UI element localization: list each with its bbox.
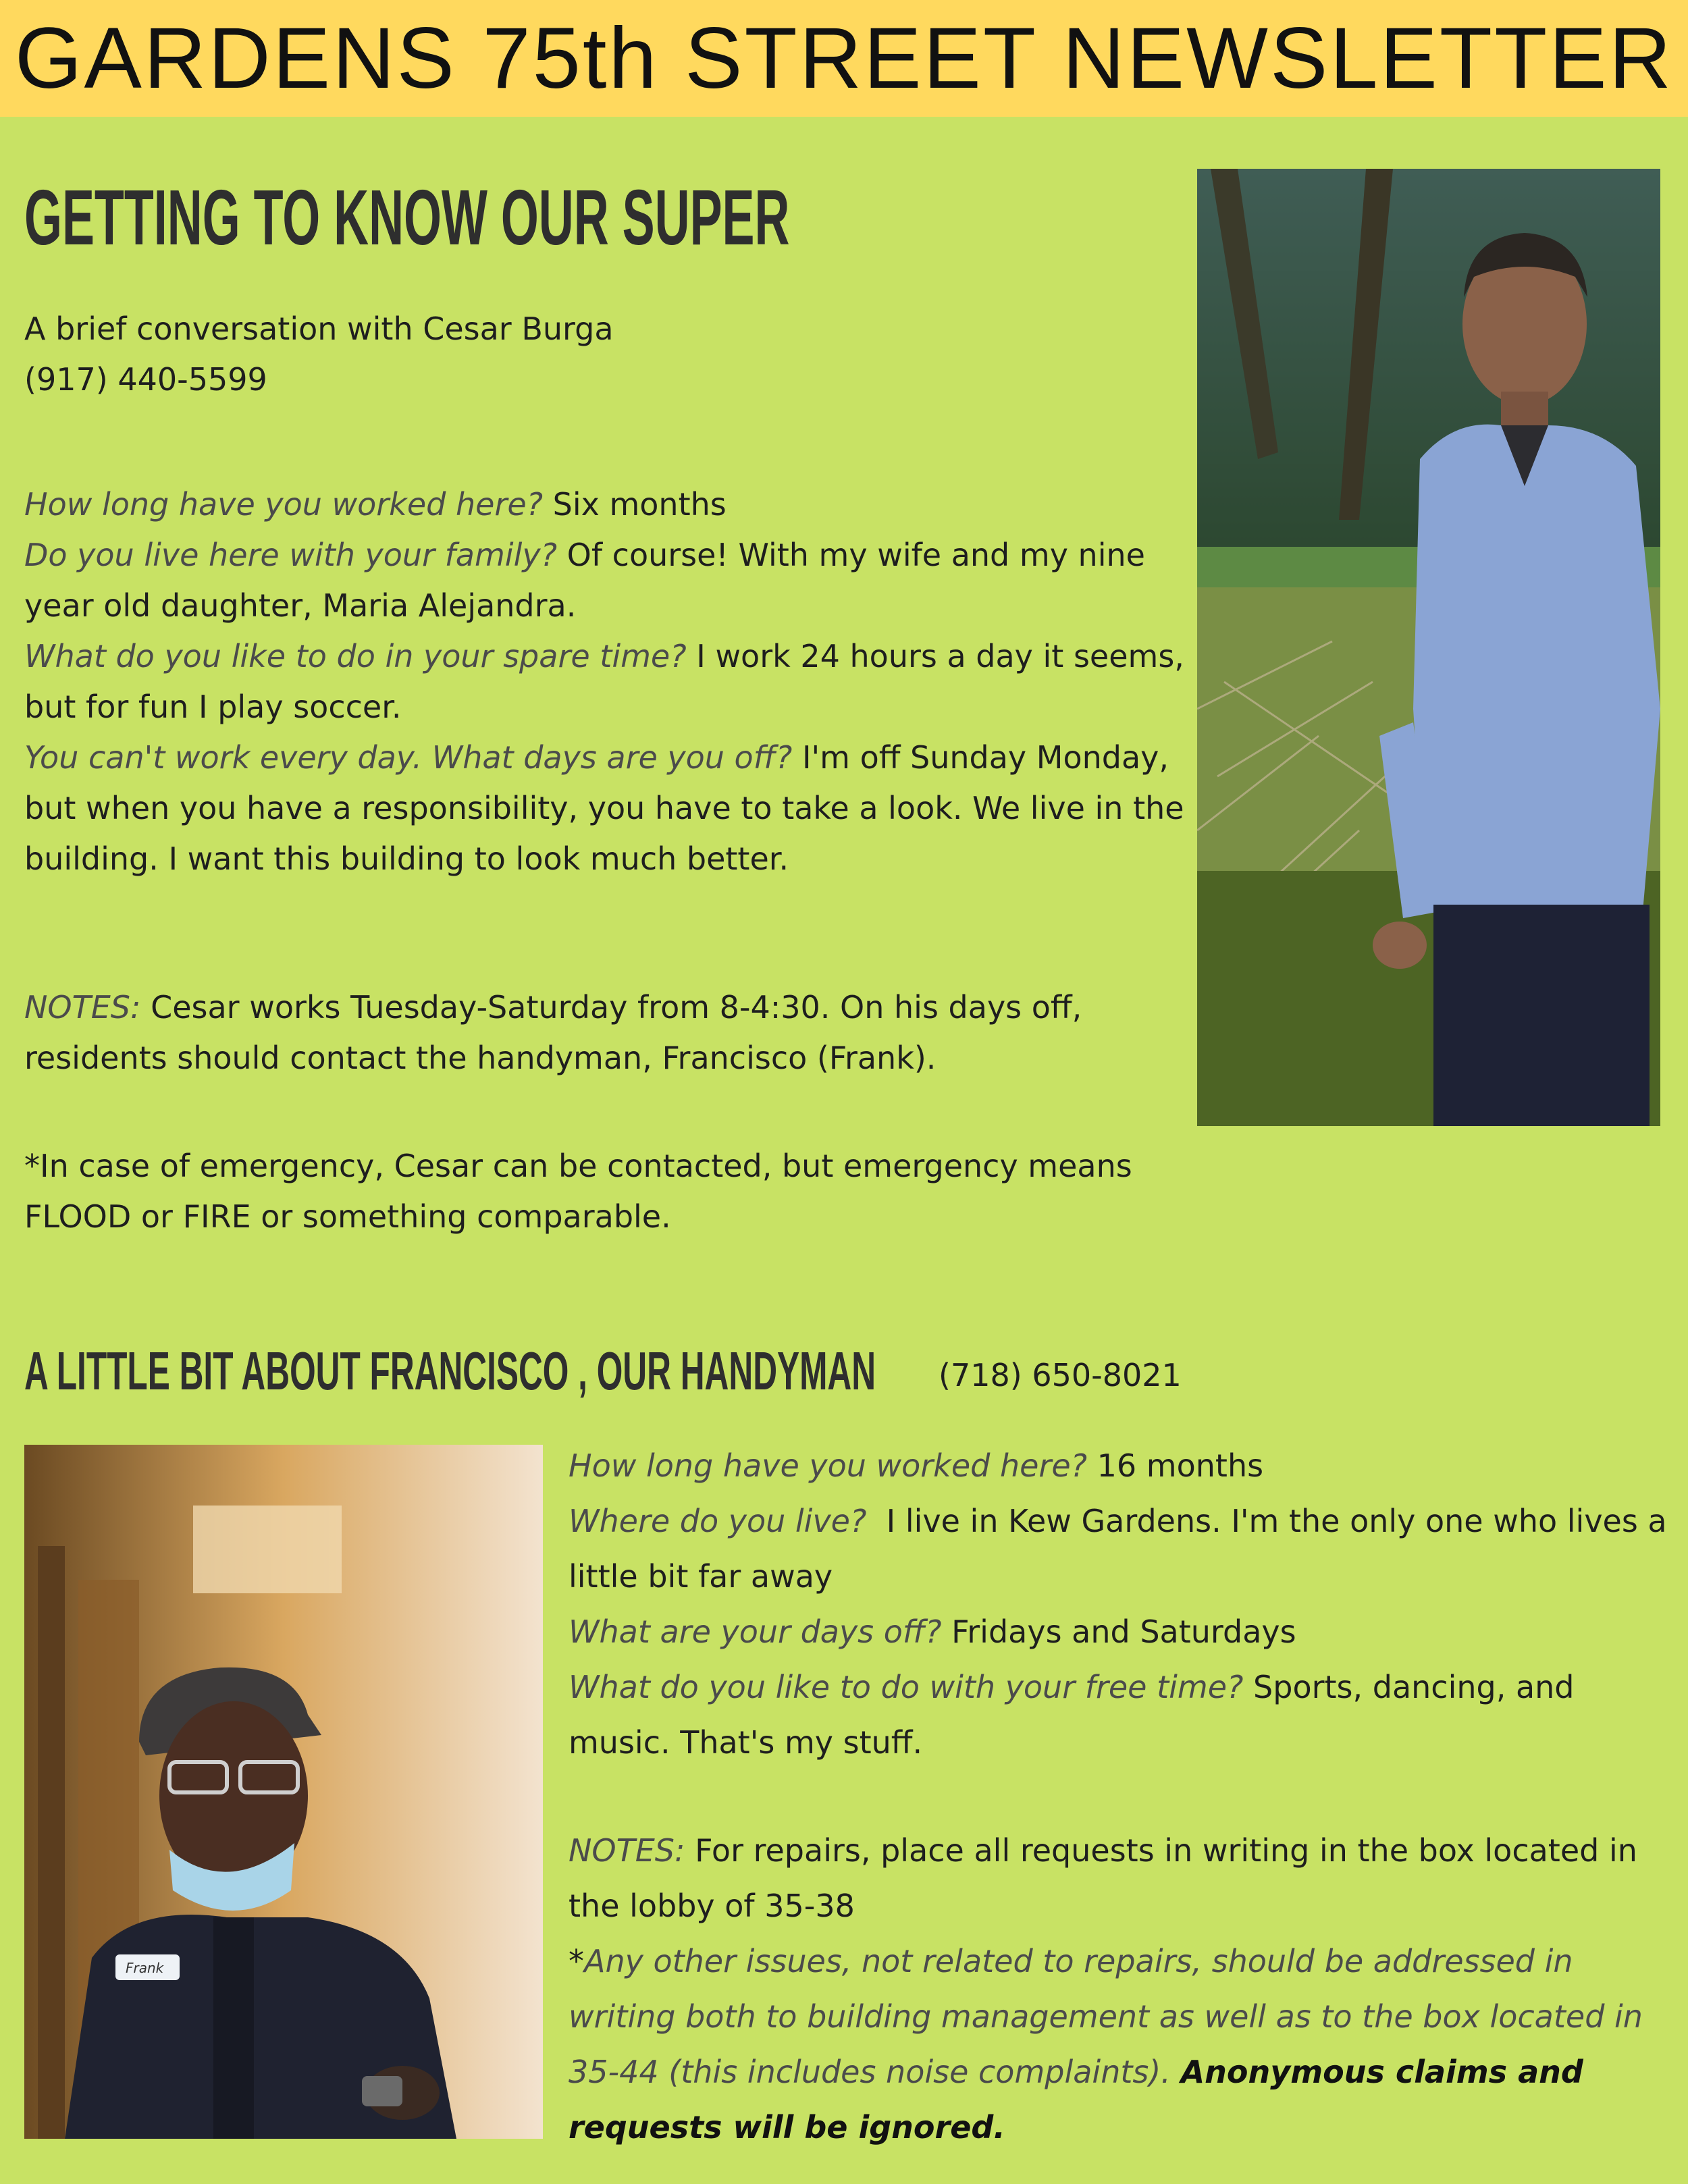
interview-item: What are your days off? Fridays and Saturdays [569,1614,1296,1650]
handyman-notes [569,1823,1676,2155]
notes-text: Cesar works Tuesday-Saturday from 8-4:30. On his days off, residents should contact the handyman, Francisco (Frank). [24,989,1082,1076]
cesar-photo [1197,169,1660,1126]
handyman-phone: (718) 650-8021 [939,1357,1182,1393]
super-intro-name: A brief conversation with Cesar Burga [24,311,614,347]
handyman-interview [569,1438,1669,1770]
interview-item: How long have you worked here? Six months [24,486,727,523]
handyman-section-heading: A LITTLE BIT ABOUT FRANCISCO , OUR HANDYMAN [24,1341,876,1401]
interview-item: How long have you worked here? 16 months [569,1447,1264,1484]
interview-item: Do you live here with your family? Of course! With my wife and my nine year old daughter, Maria Alejandra. [24,537,1145,624]
notes-label: NOTES: [569,1832,685,1869]
notes-text: For repairs, place all requests in writing in the box located in the lobby of 35-38 [569,1832,1637,1924]
super-interview [24,479,1186,884]
emergency-note: *In case of emergency, Cesar can be contacted, but emergency means FLOOD or FIRE or something comparable. [24,1148,1132,1235]
super-notes [24,982,1186,1084]
super-intro [24,304,1172,405]
super-phone: (917) 440-5599 [24,361,267,398]
interview-item: What do you like to do in your spare time? I work 24 hours a day it seems, but for fun I play soccer. [24,638,1184,725]
notes-label: NOTES: [24,989,141,1026]
interview-item: You can't work every day. What days are you off? I'm off Sunday Monday, but when you have a responsibility, you have to take a look. We live in the building. I want this building to look much better. [24,739,1184,877]
newsletter-title: GARDENS 75th STREET NEWSLETTER [14,10,1674,107]
star-mark: * [569,1943,584,1979]
other-issues-text: Any other issues, not related to repairs, should be addressed in writing both to building management as well as to the box located in 35-44 (this includes noise complaints). [569,1943,1643,2090]
anonymous-warning: Anonymous claims and requests will be ignored. [569,2054,1583,2146]
newsletter-banner [0,0,1688,117]
interview-item: What do you like to do with your free time? Sports, dancing, and music. That's my stuff. [569,1669,1575,1761]
frank-photo [24,1445,543,2139]
badge-label: Frank [126,1960,164,1976]
super-section-heading: GETTING TO KNOW OUR SUPER [24,174,790,261]
interview-item: Where do you live? I live in Kew Gardens. I'm the only one who lives a little bit far away [569,1503,1667,1595]
